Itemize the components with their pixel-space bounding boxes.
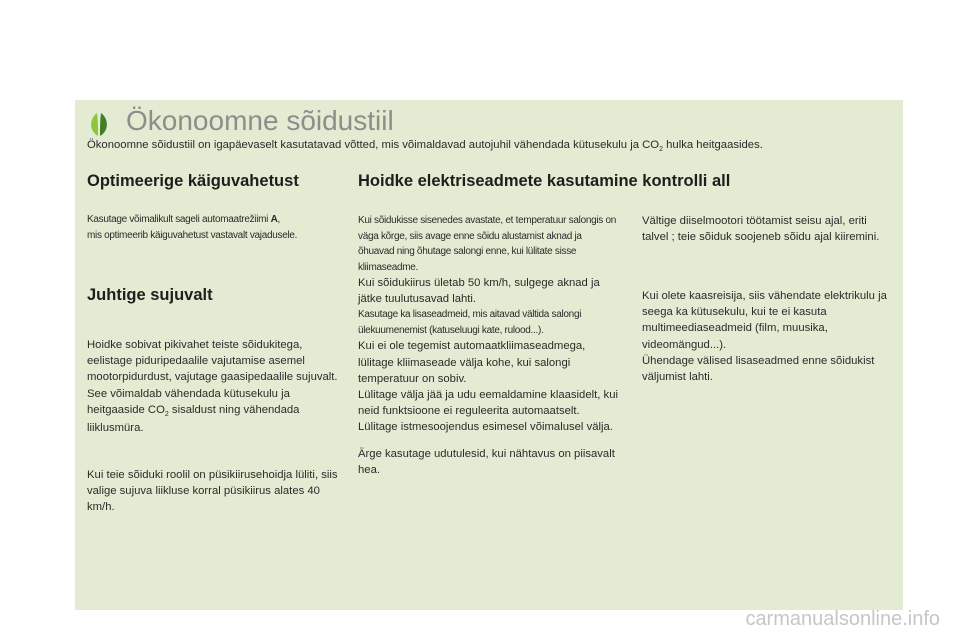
tip-accessories: Kasutage ka lisaseadmeid, mis aitavad vältida salongi ülekuumenemist (katuseluugi kate, rulood...). (358, 309, 582, 336)
heading-gear-shifting: Optimeerige käiguvahetust (87, 172, 299, 190)
electrical-equipment-paragraphs (358, 213, 620, 478)
tip-hot-cabin: Kui sõidukisse sisenedes avastate, et temperatuur salongis on väga kõrge, siis avage enne sõidu alustamist aknad ja õhuavad ning õhutage salongi enne, kui lülitate sisse kliimaseadme. (358, 215, 616, 273)
tip-multimedia: Kui olete kaasreisija, siis vähendate elektrikulu ja seega ka kütusekulu, kui te ei kasuta multimeediaseadmeid (film, muusika, videomängud...). (642, 290, 887, 351)
tip-seat-heating: Lülitage istmesoojendus esimesel võimalusel välja. (358, 421, 613, 434)
heading-electrical-equipment: Hoidke elektriseadmete kasutamine kontrolli all (358, 172, 731, 190)
page-title: Ökonoomne sõidustiil (126, 105, 394, 136)
tip-air-conditioning: Kui ei ole tegemist automaatkliimaseadmega, lülitage kliimaseade välja kohe, kui salongi temperatuur on sobiv. (358, 340, 586, 385)
heading-smooth-driving: Juhtige sujuvalt (87, 286, 213, 304)
tip-disconnect-accessories: Ühendage välised lisaseadmed enne sõidukist väljumist lahti. (642, 354, 875, 384)
intro-text: Ökonoomne sõidustiil on igapäevaselt kasutatavad võtted, mis võimaldavad autojuhil vähendada kütusekulu ja $CO_2$ hulka heitgaasides. (87, 139, 763, 153)
watermark: carmanualsonline.info (745, 608, 940, 630)
tip-speed-windows: Kui sõidukiirus ületab 50 km/h, sulgege aknad ja jätke tuulutusavad lahti. (358, 277, 600, 306)
gear-shifting-text: Kasutage võimalikult sageli automaatrežiimi A, mis optimeerib käiguvahetust vastavalt vajadusele. (87, 214, 298, 241)
passenger-tips (642, 288, 892, 385)
eco-leaf-icon (87, 112, 111, 138)
smooth-driving-text: Hoidke sobivat pikivahet teiste sõidukitega, eelistage piduripedaalile vajutamise asemel mootorpidurdust, vajutage gaasipedaalile sujuvalt. See võimaldab vähendada kütusekulu ja heitgaaside $CO_2$ sisaldust ning vähendada liiklusmüra. (87, 339, 338, 435)
tip-diesel-idle: Vältige diiselmootori töötamist seisu ajal, eriti talvel ; teie sõiduk soojeneb sõidu ajal kiiremini. (642, 215, 880, 244)
tip-fog-lights: Ärge kasutage udutulesid, kui nähtavus on piisavalt hea. (358, 447, 615, 476)
tip-defrost: Lülitage välja jää ja udu eemaldamine klaasidelt, kui neid funktsioone ei reguleerita automaatselt. (358, 389, 618, 418)
cruise-control-text: Kui teie sõiduki roolil on püsikiirusehoidja lüliti, siis valige sujuva liikluse korral püsikiirus alates 40 km/h. (87, 469, 338, 514)
